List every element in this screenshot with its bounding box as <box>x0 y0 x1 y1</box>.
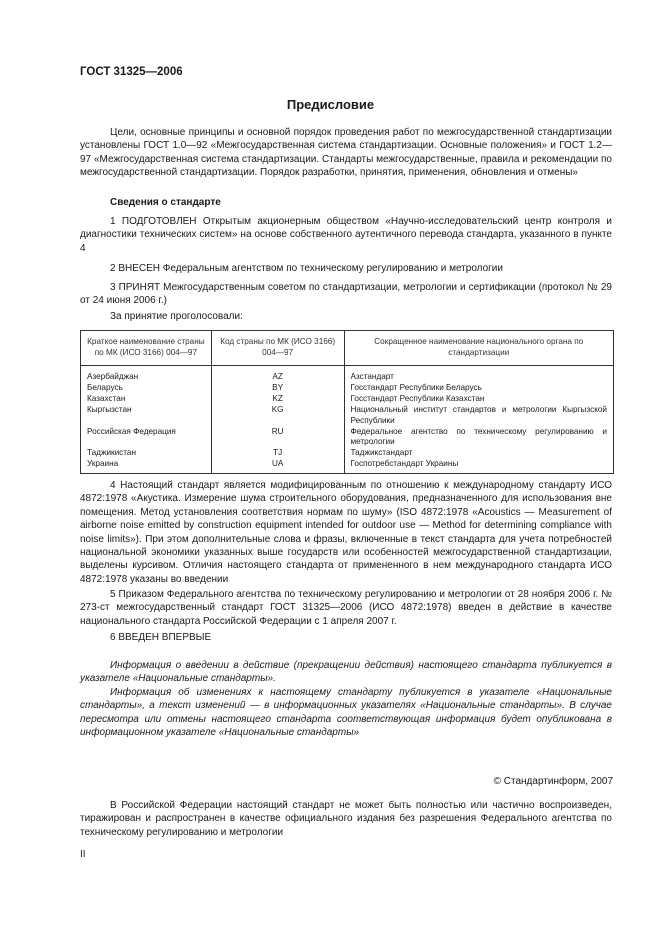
code-cell: BY <box>211 383 344 394</box>
item-3: 3 ПРИНЯТ Межгосударственным советом по стандартизации, метрологии и сертификации (протокол № 29 от 24 июня 2006 г.) <box>80 282 612 307</box>
country-cell: Азербайджан <box>81 366 212 383</box>
item-4: 4 Настоящий стандарт является модифицированным по отношению к международному стандарту ИСО 4872:1978 «Акустика. Измерение шума строительного оборудования, предназначенного для использования вне помещения. Метод установления соответствия нормам по шуму» (ISO 4872:1978 «Acoustics — Measurement of airborne noise emitted by construction equipment intended for outdoor use — Method for determining compliance with noise limits»). При этом дополнительные слова и фразы, включенные в текст стандарта для учета потребностей национальной экономики указанных выше государств или особенностей межгосударственной стандартизации, выделены курсивом. Отличия настоящего стандарта от примененного в нем международного стандарта ИСО 4872:1978 указаны во введении <box>80 480 612 585</box>
code-cell: KZ <box>211 394 344 405</box>
item-2: 2 ВНЕСЕН Федеральным агентством по техническому регулированию и метрологии <box>110 263 503 274</box>
country-cell: Кыргызстан <box>81 405 212 427</box>
table-row <box>81 405 614 427</box>
vote-label: За принятие проголосовали: <box>110 311 243 322</box>
country-cell: Казахстан <box>81 394 212 405</box>
item-5: 5 Приказом Федерального агентства по техническому регулированию и метрологии от 28 ноября 2006 г. № 273-ст межгосударственный стандарт ГОСТ 31325—2006 (ИСО 4872:1978) введен в действие в качестве национального стандарта Российской Федерации с 1 апреля 2007 г. <box>80 589 612 627</box>
table-header-country: Краткое наименование страны по МК (ИСО 3166) 004—97 <box>81 331 212 366</box>
code-cell: RU <box>211 427 344 449</box>
table-row <box>81 427 614 449</box>
code-cell: TJ <box>211 448 344 459</box>
document-header: ГОСТ 31325—2006 <box>80 66 183 78</box>
country-cell: Беларусь <box>81 383 212 394</box>
item-1: 1 ПОДГОТОВЛЕН Открытым акционерным обществом «Научно-исследовательский центр контроля и диагностики технических систем» на основе собственного аутентичного перевода стандарта, указанного в пункте 4 <box>80 216 612 254</box>
table-row <box>81 394 614 405</box>
info-changes: Информация об изменениях к настоящему стандарту публикуется в указателе «Национальные стандарты», а текст изменений — в информационных указателях «Национальные стандарты». В случае пересмотра или отмены настоящего стандарта соответствующая информация будет опубликована в информационном указателе «Национальные стандарты» <box>80 687 612 739</box>
org-cell: Госпотребстандарт Украины <box>344 459 614 473</box>
copyright: © Стандартинформ, 2007 <box>493 776 613 787</box>
code-cell: KG <box>211 405 344 427</box>
page-title: Предисловие <box>286 97 375 112</box>
reproduction-notice: В Российской Федерации настоящий стандарт не может быть полностью или частично воспроизведен, тиражирован и распространен в качестве официального издания без разрешения Федерального агентства по техническому регулированию и метрологии <box>80 800 612 838</box>
org-cell: Федеральное агентство по техническому регулированию и метрологии <box>344 427 614 449</box>
org-cell: Госстандарт Республики Беларусь <box>344 383 614 394</box>
intro-paragraph: Цели, основные принципы и основной порядок проведения работ по межгосударственной стандартизации установлены ГОСТ 1.0—92 «Межгосударственная система стандартизации. Основные положения» и ГОСТ 1.2—97 «Межгосударственная система стандартизации. Стандарты межгосударственные, правила и рекомендации по межгосударственной стандартизации. Порядок разработки, принятия, применения, обновления и отмены» <box>80 127 612 179</box>
item-6: 6 ВВЕДЕН ВПЕРВЫЕ <box>110 632 212 643</box>
country-cell: Российская Федерация <box>81 427 212 449</box>
org-cell: Национальный институт стандартов и метрологии Кыргызской Республики <box>344 405 614 427</box>
country-cell: Украина <box>81 459 212 473</box>
code-cell: UA <box>211 459 344 473</box>
org-cell: Госстандарт Республики Казахстан <box>344 394 614 405</box>
table-row <box>81 383 614 394</box>
table-row <box>81 448 614 459</box>
table-row <box>81 459 614 473</box>
section-title: Сведения о стандарте <box>110 197 221 208</box>
code-cell: AZ <box>211 366 344 383</box>
table-header-code: Код страны по МК (ИСО 3166) 004—97 <box>211 331 344 366</box>
page-number: II <box>80 849 86 860</box>
table-header-org: Сокращенное наименование национального органа по стандартизации <box>344 331 614 366</box>
org-cell: Азстандарт <box>344 366 614 383</box>
org-cell: Таджикстандарт <box>344 448 614 459</box>
voting-table <box>80 330 614 474</box>
info-introduction: Информация о введении в действие (прекращении действия) настоящего стандарта публикуется в указателе «Национальные стандарты». <box>80 660 612 685</box>
country-cell: Таджикистан <box>81 448 212 459</box>
table-row <box>81 366 614 383</box>
